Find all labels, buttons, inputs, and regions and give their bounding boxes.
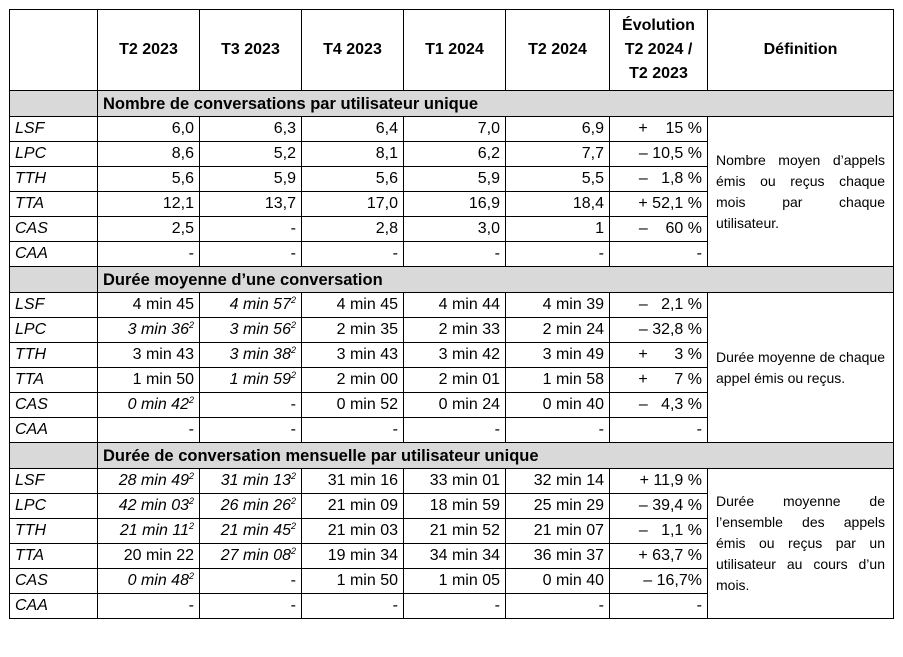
definition-cell: Nombre moyen d’appels émis ou reçus chaque mois par chaque utilisateur. [708,117,894,267]
table-cell: 0 min 52 [302,393,404,418]
table-cell: 18 min 59 [404,494,506,519]
table-cell: 21 min 09 [302,494,404,519]
table-cell: 13,7 [200,192,302,217]
table-cell: 4 min 45 [98,293,200,318]
table-cell: 2 min 24 [506,318,610,343]
cell-value: 27 min 08 [220,547,291,564]
table-cell: 5,5 [506,167,610,192]
table-cell: 8,1 [302,142,404,167]
table-cell: 0 min 40 [506,393,610,418]
table-cell: 36 min 37 [506,544,610,569]
header-evolution-line-1: Évolution [622,17,695,34]
table-cell: 1 min 05 [404,569,506,594]
table-cell: 2 min 35 [302,318,404,343]
table-cell [200,469,302,494]
definition-cell: Durée moyenne de chaque appel émis ou reçus. [708,293,894,443]
footnote-marker: 2 [290,320,296,330]
table-cell [200,494,302,519]
cell-value: 3 min 38 [229,346,291,363]
evolution-cell: - [610,594,708,619]
table-cell [200,293,302,318]
table-row [10,117,894,142]
table-cell: 4 min 44 [404,293,506,318]
header-t3-2023: T3 2023 [200,10,302,91]
table-cell: 5,6 [98,167,200,192]
table-cell: 0 min 24 [404,393,506,418]
table-cell: 19 min 34 [302,544,404,569]
row-label: CAS [10,393,98,418]
table-cell: - [98,418,200,443]
evolution-cell: – 32,8 % [610,318,708,343]
section-header-blank [10,91,98,117]
section-header-blank [10,267,98,293]
evolution-cell: – 2,1 % [610,293,708,318]
table-row [10,293,894,318]
footnote-marker: 2 [188,571,194,581]
cell-value: 31 min 13 [220,472,291,489]
table-cell: - [404,242,506,267]
row-label: TTH [10,167,98,192]
table-cell: 17,0 [302,192,404,217]
table-cell: 34 min 34 [404,544,506,569]
table-cell: 6,3 [200,117,302,142]
table-cell [200,368,302,393]
table-cell: 5,6 [302,167,404,192]
evolution-cell: + 15 % [610,117,708,142]
footnote-marker: 2 [188,496,194,506]
row-label: LPC [10,318,98,343]
table-cell: 1 min 50 [302,569,404,594]
table-cell: 18,4 [506,192,610,217]
table-cell: 2 min 33 [404,318,506,343]
table-cell: 2,8 [302,217,404,242]
footnote-marker: 2 [290,295,296,305]
table-cell: 0 min 40 [506,569,610,594]
footnote-marker: 2 [188,395,194,405]
table-cell: - [200,242,302,267]
table-cell: 21 min 52 [404,519,506,544]
table-cell [98,469,200,494]
table-cell: 1 min 58 [506,368,610,393]
cell-value: 28 min 49 [118,472,189,489]
evolution-cell: - [610,418,708,443]
cell-value: 3 min 36 [127,321,189,338]
table-cell: - [506,242,610,267]
section-header-row [10,267,894,293]
table-cell [200,318,302,343]
cell-value: 26 min 26 [220,497,291,514]
evolution-cell: - [610,242,708,267]
table-cell: 3 min 49 [506,343,610,368]
evolution-cell: + 7 % [610,368,708,393]
row-label: CAS [10,217,98,242]
table-cell: - [200,594,302,619]
header-t2-2024: T2 2024 [506,10,610,91]
row-label: LPC [10,142,98,167]
table-cell: - [404,594,506,619]
table-cell [98,393,200,418]
evolution-cell: + 52,1 % [610,192,708,217]
table-cell [98,318,200,343]
row-label: TTA [10,192,98,217]
table-cell: 8,6 [98,142,200,167]
section-header-row [10,443,894,469]
table-cell: - [506,418,610,443]
footnote-marker: 2 [290,521,296,531]
table-cell [98,494,200,519]
cell-value: 4 min 57 [229,296,291,313]
evolution-cell: + 63,7 % [610,544,708,569]
statistics-table [9,9,894,619]
row-label: LSF [10,117,98,142]
table-row [10,469,894,494]
table-cell: 5,2 [200,142,302,167]
evolution-cell: – 10,5 % [610,142,708,167]
section-title: Durée de conversation mensuelle par utilisateur unique [98,443,894,469]
table-cell: 31 min 16 [302,469,404,494]
table-cell: 3 min 43 [302,343,404,368]
table-cell: 2 min 01 [404,368,506,393]
table-cell: - [302,242,404,267]
table-cell: 6,2 [404,142,506,167]
table-cell: 32 min 14 [506,469,610,494]
table-cell: 33 min 01 [404,469,506,494]
table-cell: - [302,418,404,443]
header-evolution [610,10,708,91]
table-cell: 20 min 22 [98,544,200,569]
evolution-cell: + 11,9 % [610,469,708,494]
footnote-marker: 2 [290,345,296,355]
evolution-cell: – 1,8 % [610,167,708,192]
row-label: CAS [10,569,98,594]
cell-value: 0 min 48 [127,572,189,589]
footnote-marker: 2 [188,521,194,531]
evolution-cell: – 60 % [610,217,708,242]
cell-value: 1 min 59 [229,371,291,388]
evolution-cell: + 3 % [610,343,708,368]
table-cell [200,343,302,368]
table-cell: 1 min 50 [98,368,200,393]
table-cell: - [98,242,200,267]
table-cell: 7,7 [506,142,610,167]
row-label: LSF [10,469,98,494]
table-cell: 7,0 [404,117,506,142]
table-cell: - [506,594,610,619]
table-cell: 16,9 [404,192,506,217]
footnote-marker: 2 [188,320,194,330]
table-cell: 5,9 [404,167,506,192]
header-evolution-line-3: T2 2023 [629,65,688,82]
evolution-cell: – 16,7% [610,569,708,594]
table-cell: 6,9 [506,117,610,142]
evolution-cell: – 39,4 % [610,494,708,519]
cell-value: 21 min 45 [220,522,291,539]
table-body [10,91,894,619]
table-cell: 4 min 39 [506,293,610,318]
table-cell: 3,0 [404,217,506,242]
row-label: CAA [10,242,98,267]
table-cell: - [200,418,302,443]
cell-value: 3 min 56 [229,321,291,338]
cell-value: 0 min 42 [127,396,189,413]
table-cell: 3 min 43 [98,343,200,368]
table-cell: 4 min 45 [302,293,404,318]
table-cell: - [404,418,506,443]
evolution-cell: – 1,1 % [610,519,708,544]
table-cell: 2,5 [98,217,200,242]
section-title: Durée moyenne d’une conversation [98,267,894,293]
cell-value: 42 min 03 [118,497,189,514]
table-cell: 2 min 00 [302,368,404,393]
section-header-row [10,91,894,117]
table-cell: 5,9 [200,167,302,192]
evolution-cell: – 4,3 % [610,393,708,418]
table-cell: 21 min 07 [506,519,610,544]
row-label: TTA [10,368,98,393]
table-cell: 21 min 03 [302,519,404,544]
header-evolution-line-2: T2 2024 / [624,41,693,58]
footnote-marker: 2 [290,471,296,481]
header-row [10,10,894,91]
header-t1-2024: T1 2024 [404,10,506,91]
footnote-marker: 2 [290,546,296,556]
row-label: LPC [10,494,98,519]
row-label: TTH [10,343,98,368]
table-cell [98,569,200,594]
table-cell [200,544,302,569]
table-cell: 25 min 29 [506,494,610,519]
cell-value: 21 min 11 [119,522,189,539]
table-cell: - [200,217,302,242]
row-label: TTA [10,544,98,569]
row-label: CAA [10,594,98,619]
row-label: CAA [10,418,98,443]
row-label: LSF [10,293,98,318]
table-cell: - [200,393,302,418]
footnote-marker: 2 [290,370,296,380]
footnote-marker: 2 [188,471,194,481]
header-definition: Définition [708,10,894,91]
header-t4-2023: T4 2023 [302,10,404,91]
section-header-blank [10,443,98,469]
table-cell: 6,0 [98,117,200,142]
row-label: TTH [10,519,98,544]
section-title: Nombre de conversations par utilisateur unique [98,91,894,117]
table-cell: - [200,569,302,594]
header-t2-2023: T2 2023 [98,10,200,91]
header-blank [10,10,98,91]
table-cell [98,519,200,544]
table-cell: 3 min 42 [404,343,506,368]
table-cell: 12,1 [98,192,200,217]
table-cell: 1 [506,217,610,242]
table-cell: - [98,594,200,619]
footnote-marker: 2 [290,496,296,506]
table-cell: 6,4 [302,117,404,142]
table-cell [200,519,302,544]
table-cell: - [302,594,404,619]
definition-cell: Durée moyenne de l’ensemble des appels émis ou reçus par un utilisateur au cours d’un mois. [708,469,894,619]
